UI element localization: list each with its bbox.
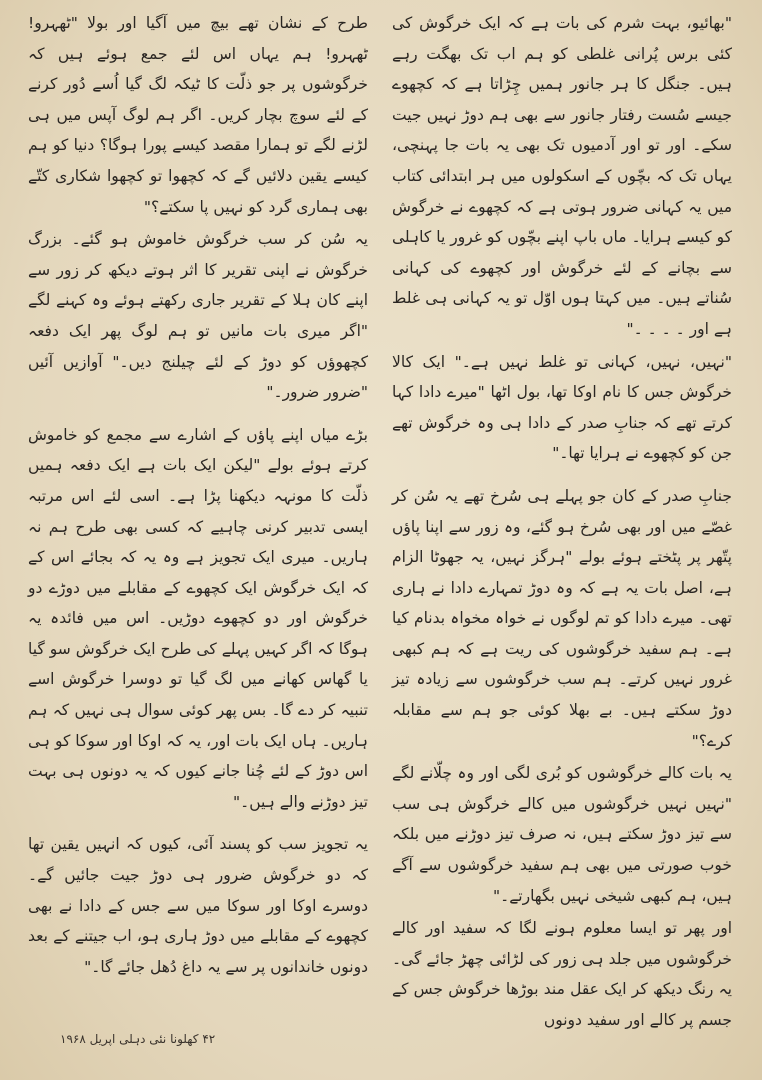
paragraph: "بھائیو، بہت شرم کی بات ہے کہ ایک خرگوش کی کئی برس پُرانی غلطی کو ہم اب تک بھگت رہے ہیں۔ جنگل کا ہر جانور ہمیں چِڑاتا ہے کہ کچھوے جیسے سُست رفتار جانور سے بھی ہم دوڑ نہیں جیت سکے۔ اور تو اور آدمیوں تک بھی یہ بات جا پہنچی، یہاں تک کہ بچّوں کے اسکولوں میں ہر ابتدائی کتاب میں یہ کہانی ضرور ہوتی ہے کہ کچھوے نے خرگوش کو کیسے ہرایا۔ ماں باپ اپنے بچّوں کو غرور یا کاہلی سے بچانے کے لئے خرگوش اور کچھوے کی کہانی سُناتے ہیں۔ میں کہتا ہوں اوّل تو یہ کہانی ہی غلط ہے اور ۔ ۔ ۔ ۔" — [392, 14, 732, 338]
paragraph: "نہیں، نہیں، کہانی تو غلط نہیں ہے۔" ایک کالا خرگوش جس کا نام اوکا تھا، بول اٹھا "میرے دادا کہا کرتے تھے کہ جنابِ صدر کے دادا ہی وہ خرگوش تھے جن کو کچھوے نے ہرایا تھا۔" — [392, 352, 732, 463]
paragraph: اور پھر تو ایسا معلوم ہونے لگا کہ سفید اور کالے خرگوشوں میں جلد ہی زور کی لڑائی چھڑ جائے گی۔ یہ رنگ دیکھ کر ایک عقل مند بوڑھا خرگوش جس کے جسم پر کالے اور سفید دونوں — [392, 919, 732, 1029]
paragraph: جنابِ صدر کے کان جو پہلے ہی سُرخ تھے یہ سُن کر غصّے میں اور بھی سُرخ ہو گئے، وہ زور سے اپنا پاؤں پتّھر پر پٹختے ہوئے بولے "ہرگز نہیں، یہ جھوٹا الزام ہے، اصل بات یہ ہے کہ وہ دوڑ تمہارے دادا نے ہاری تھی۔ میرے دادا کو تم لوگوں نے خواہ مخواہ بدنام کیا ہے۔ ہم سفید خرگوشوں کی ریت ہے کہ ہم کبھی غرور نہیں کرتے۔ ہم سب خرگوشوں سے زیادہ تیز دوڑ سکتے ہیں۔ بے بھلا کوئی جو ہم سے مقابلہ کرے؟" — [392, 486, 732, 750]
right-column — [392, 8, 732, 1038]
paragraph: بڑے میاں اپنے پاؤں کے اشارے سے مجمع کو خاموش کرتے ہوئے بولے "لیکن ایک بات ہے ایک دفعہ ہمیں ذلّت کا مونہہ دیکھنا پڑا ہے۔ اسی لئے اس مرتبہ ایسی تدبیر کرنی چاہیے کہ کسی بھی طرح ہم نہ ہاریں۔ میری ایک تجویز ہے وہ یہ کہ بجائے اس کے کہ ایک خرگوش ایک کچھوے کے مقابلے میں دوڑے دو خرگوش اور دو کچھوے دوڑیں۔ اس میں فائدہ یہ ہوگا کہ اگر کہیں پہلے کی طرح ایک خرگوش سو گیا یا گھاس کھانے میں لگ گیا تو دوسرا خرگوش اسے تنبیہ کر دے گا۔ بس پھر کوئی سوال ہی نہیں کہ ہم ہاریں۔ ہاں ایک بات اور، یہ کہ اوکا اور سوکا کو ہی اس دوڑ کے لئے چُنا جانے کیوں کہ یہ دونوں ہی بہت تیز دوڑنے والے ہیں۔" — [28, 425, 368, 811]
paragraph: طرح کے نشان تھے بیچ میں آگیا اور بولا "ٹھہرو! ٹھہرو! ہم یہاں اس لئے جمع ہوئے ہیں کہ خرگوشوں پر جو ذلّت کا ٹیکہ لگ گیا اُسے دُور کرنے کے لئے سوچ بچار کریں۔ اگر ہم لوگ آپس میں ہی لڑنے لگے تو ہمارا مقصد کیسے پورا ہوگا؟ دنیا کو ہم کیسے یقین دلائیں گے کہ کچھوا تو کچھوا شکاری کتّے بھی ہماری گرد کو نہیں پا سکتے؟" — [28, 14, 368, 216]
paragraph: یہ بات کالے خرگوشوں کو بُری لگی اور وہ چلّانے لگے "نہیں نہیں خرگوشوں میں کالے خرگوش ہی سب سے تیز دوڑ سکتے ہیں، نہ صرف تیز دوڑنے میں بلکہ خوب صورتی میں بھی ہم سفید خرگوشوں سے آگے ہیں، ہم کبھی شیخی نہیں بگھارتے۔" — [392, 764, 732, 905]
page-footer: ۴۲ کھلونا نئی دہلی اپریل ۱۹۶۸ — [60, 1032, 216, 1046]
paragraph: یہ تجویز سب کو پسند آئی، کیوں کہ انہیں یقین تھا کہ دو خرگوش ضرور ہی دوڑ جیت جائیں گے۔ دوسرے اوکا اور سوکا میں سے جس کے دادا نے بھی کچھوے کے مقابلے میں دوڑ ہاری ہو، اب جیتنے کے بعد دونوں خاندانوں پر سے یہ داغ دُھل جائے گا۔" — [28, 835, 368, 976]
left-column — [28, 8, 368, 984]
paragraph: یہ سُن کر سب خرگوش خاموش ہو گئے۔ بزرگ خرگوش نے اپنی تقریر کا اثر ہوتے دیکھ کر زور سے اپنے کان ہلا کے تقریر جاری رکھتے ہوئے وہ کہنے لگے "اگر میری بات مانیں تو ہم لوگ پھر ایک دفعہ کچھوؤں کو دوڑ کے لئے چیلنج دیں۔" آوازیں آئیں "ضرور ضرور۔" — [28, 230, 368, 402]
